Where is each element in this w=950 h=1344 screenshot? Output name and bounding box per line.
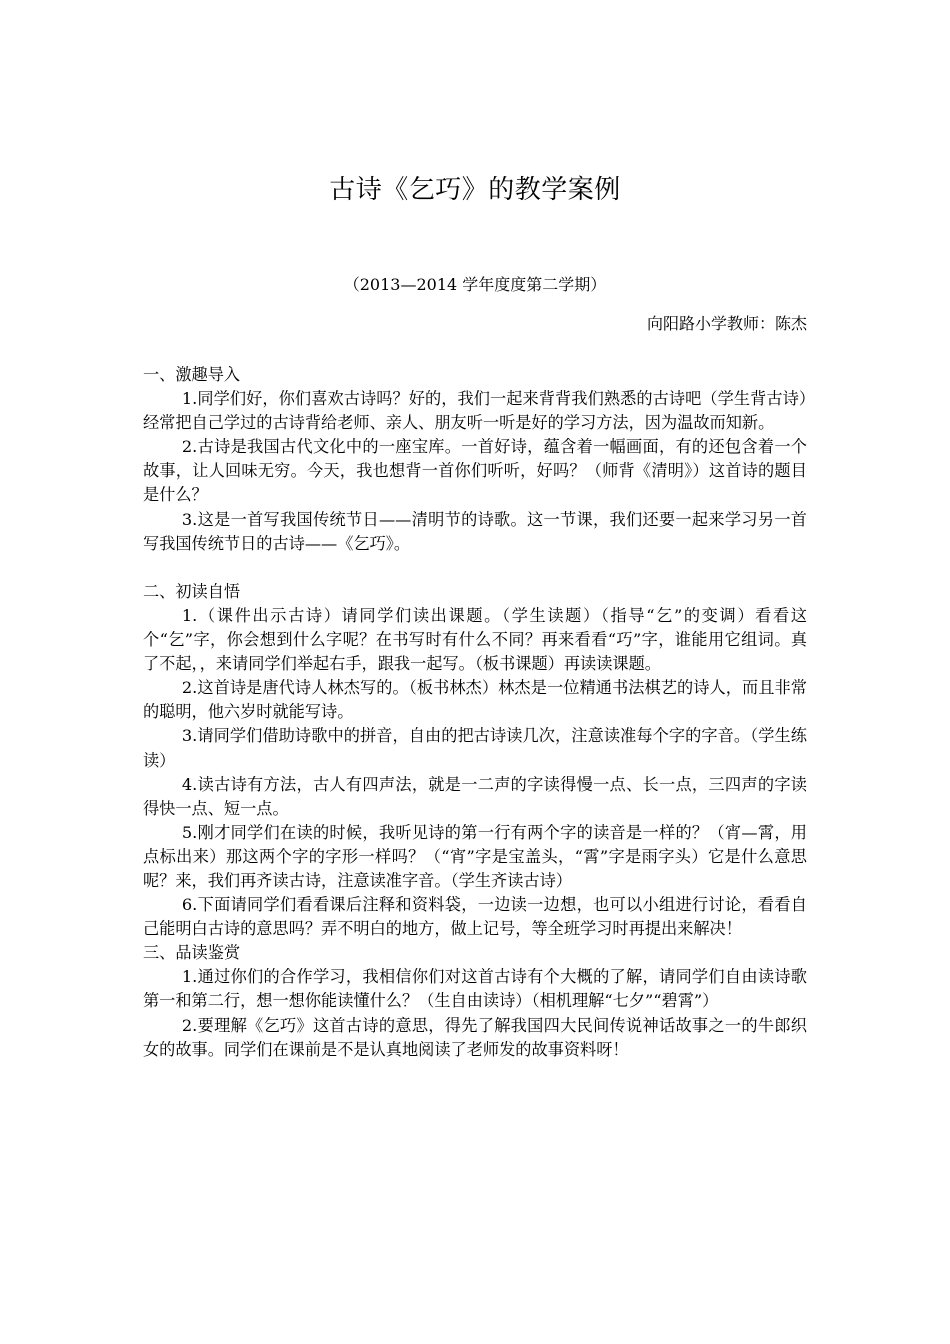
paragraph: 4.读古诗有方法，古人有四声法，就是一二声的字读得慢一点、长一点，三四声的字读得快一点、短一点。 — [143, 774, 807, 818]
paragraph: 5.刚才同学们在读的时候，我听见诗的第一行有两个字的读音是一样的？（宵—霄，用点标出来）那这两个字的字形一样吗？（“宵”字是宝盖头，“霄”字是雨字头）它是什么意思呢？来，我们再齐读古诗，注意读准字音。（学生齐读古诗） — [143, 822, 807, 890]
document-title: 古诗《乞巧》的教学案例 — [329, 175, 621, 205]
paragraph: 1.通过你们的合作学习，我相信你们对这首古诗有个大概的了解，请同学们自由读诗歌第一和第二行，想一想你能读懂什么？（生自由读诗）（相机理解“七夕”“碧霄”） — [143, 967, 807, 1011]
paragraph: 3.这是一首写我国传统节日——清明节的诗歌。这一节课，我们还要一起来学习另一首写我国传统节日的古诗——《乞巧》。 — [143, 509, 807, 553]
paragraph: 3.请同学们借助诗歌中的拼音，自由的把古诗读几次，注意读准每个字的字音。（学生练读） — [143, 726, 807, 770]
section-heading: 二、初读自悟 — [143, 581, 241, 601]
paragraph: 1.（课件出示古诗）请同学们读出课题。（学生读题）（指导“乞”的变调）看看这个“乞”字，你会想到什么字呢？在书写时有什么不同？再来看看“巧”字，谁能用它组词。真了不起，，来请同学们举起右手，跟我一起写。（板书课题）再读读课题。 — [143, 605, 807, 674]
paragraph: 1.同学们好，你们喜欢古诗吗？好的，我们一起来背背我们熟悉的古诗吧（学生背古诗）经常把自己学过的古诗背给老师、亲人、朋友听一听是好的学习方法，因为温故而知新。 — [143, 389, 807, 433]
paragraph: 2.这首诗是唐代诗人林杰写的。（板书林杰）林杰是一位精通书法棋艺的诗人，而且非常的聪明，他六岁时就能写诗。 — [143, 678, 807, 722]
blank-line — [143, 556, 807, 580]
paragraph: 2.古诗是我国古代文化中的一座宝库。一首好诗，蕴含着一幅画面，有的还包含着一个故事，让人回味无穷。今天，我也想背一首你们听听，好吗？（师背《清明》）这首诗的题目是什么？ — [143, 437, 807, 505]
section-heading: 三、品读鉴赏 — [143, 943, 241, 963]
paragraph: 6.下面请同学们看看课后注释和资料袋，一边读一边想，也可以小组进行讨论，看看自己能明白古诗的意思吗？弄不明白的地方，做上记号，等全班学习时再提出来解决！ — [143, 895, 807, 939]
section-3 — [143, 941, 807, 1061]
section-heading: 一、激趣导入 — [143, 365, 241, 384]
document-body — [143, 363, 807, 1062]
author-line: 向阳路小学教师：陈杰 — [646, 314, 807, 333]
section-1 — [143, 363, 807, 556]
term-subtitle: （2013—2014 学年度度第二学期） — [343, 275, 607, 294]
paragraph: 2.要理解《乞巧》这首古诗的意思，得先了解我国四大民间传说神话故事之一的牛郎织女的故事。同学们在课前是不是认真地阅读了老师发的故事资料呀！ — [143, 1015, 807, 1059]
section-2 — [143, 580, 807, 941]
